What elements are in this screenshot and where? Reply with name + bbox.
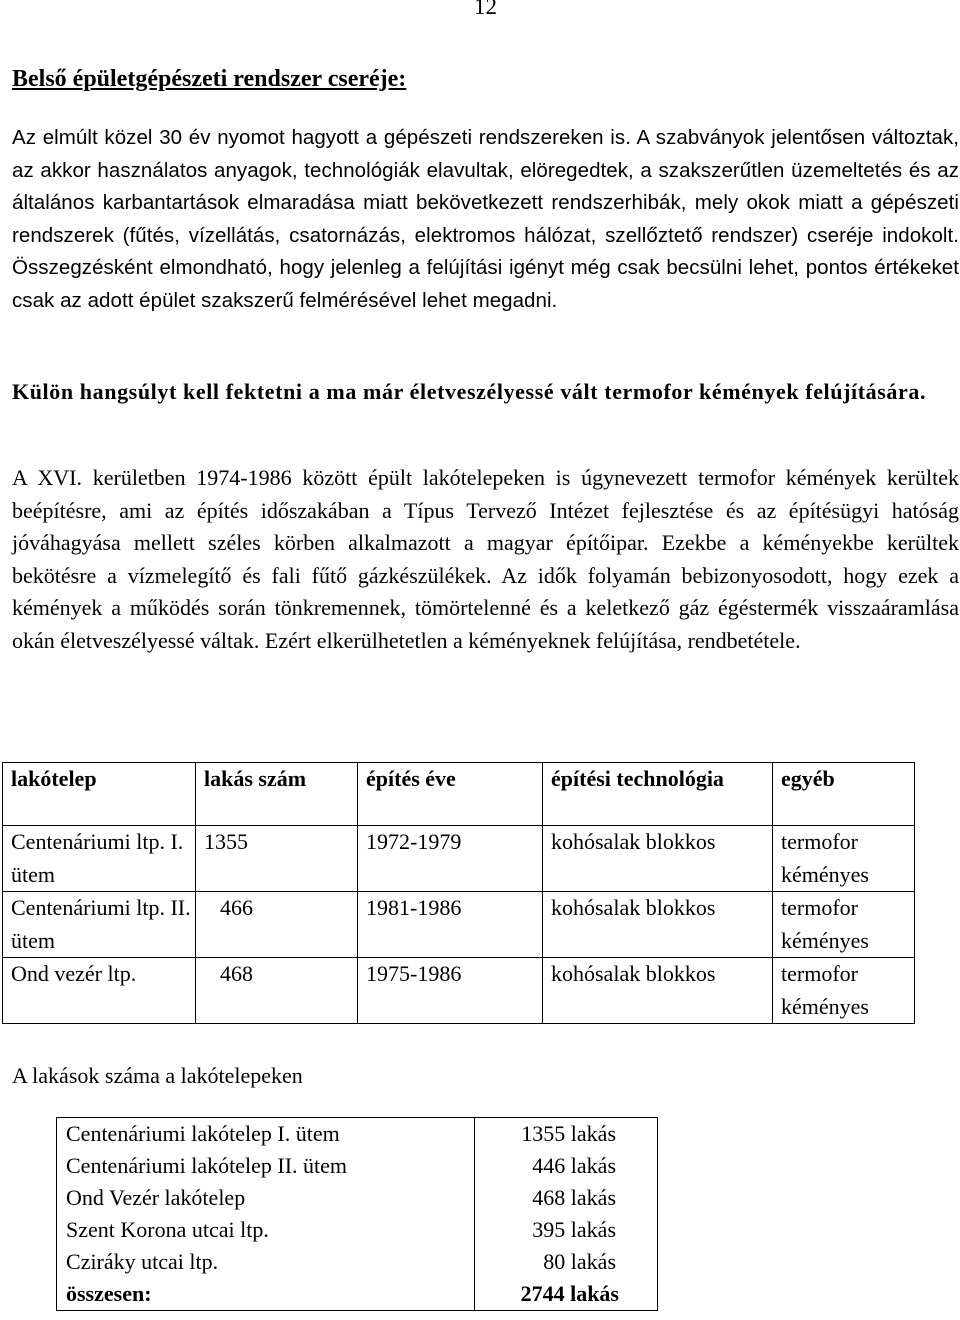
header-cell: lakótelep [3, 763, 196, 826]
housing-estate-technology-table [2, 762, 915, 1024]
table-cell: 1975-1986 [358, 958, 543, 1024]
table-cell: 1981-1986 [358, 892, 543, 958]
table-cell: kohósalak blokkos [543, 826, 773, 892]
table-row [3, 958, 915, 1024]
estate-name: Cziráky utcai ltp. [57, 1246, 475, 1278]
table-cell: termofor kéményes [773, 892, 915, 958]
table-row [57, 1246, 658, 1278]
apartment-count: 446 lakás [475, 1150, 658, 1182]
table-cell: Ond vezér ltp. [3, 958, 196, 1024]
table-row [3, 892, 915, 958]
table-cell: Centenáriumi ltp. II. ütem [3, 892, 196, 958]
table-row [3, 826, 915, 892]
table-caption: A lakások száma a lakótelepeken [12, 1063, 303, 1088]
table-cell: Centenáriumi ltp. I. ütem [3, 826, 196, 892]
table-cell: 1355 [196, 826, 358, 892]
paragraph-mechanical-systems: Az elmúlt közel 30 év nyomot hagyott a gépészeti rendszereken is. A szabványok jelentősen változtak, az akkor használatos anyagok, technológiák elavultak, elöregedtek, a szakszerűtlen üzemeltetés és az általános karbantartások elmaradása miatt bekövetkezett rendszerhibák, mely okok miatt a gépészeti rendszerek (fűtés, vízellátás, csatornázás, elektromos hálózat, szellőztető rendszer) cseréje indokolt. Összegzésként elmondható, hogy jelenleg a felújítási igényt még csak becsülni lehet, pontos értékeket csak az adott épület szakszerű felmérésével lehet megadni. [12, 126, 959, 312]
table-cell: kohósalak blokkos [543, 892, 773, 958]
apartment-count: 395 lakás [475, 1214, 658, 1246]
paragraph-termofor-chimneys: A XVI. kerületben 1974-1986 között épült lakótelepeken is úgynevezett termofor kémények kerültek beépítésre, ami az építés időszakában a Típus Tervező Intézet fejlesztése és az építésügyi hatóság jóváhagyása mellett széles körben alkalmazott a magyar építőipar. Ezekbe a kéményekbe kerültek bekötésre a vízmelegítő és fali fűtő gázkészülékek. Az idők folyamán bebizonyosodott, hogy ezek a kémények a működés során tönkremennek, tömörtelenné és a keletkező gáz égéstermék visszaáramlása okán életveszélyessé váltak. Ezért elkerülhetetlen a kéményeknek felújítása, rendbetétele. [12, 465, 959, 653]
table-row [57, 1118, 658, 1151]
table-row [57, 1150, 658, 1182]
header-cell: építési technológia [543, 763, 773, 826]
total-value: 2744 lakás [475, 1278, 658, 1311]
apartment-count-table [56, 1117, 658, 1311]
page-number: 12 [474, 0, 497, 19]
apartment-count: 80 lakás [475, 1246, 658, 1278]
total-label: összesen: [57, 1278, 475, 1311]
table-cell: kohósalak blokkos [543, 958, 773, 1024]
table-header-row [3, 763, 915, 826]
table-cell: 468 [196, 958, 358, 1024]
apartment-count: 1355 lakás [475, 1118, 658, 1151]
header-cell: lakás szám [196, 763, 358, 826]
total-row [57, 1278, 658, 1311]
estate-name: Ond Vezér lakótelep [57, 1182, 475, 1214]
header-cell: egyéb [773, 763, 915, 826]
table-row [57, 1182, 658, 1214]
paragraph-chimney-emphasis: Külön hangsúlyt kell fektetni a ma már életveszélyessé vált termofor kémények felújítására. [12, 379, 927, 404]
table-cell: 1972-1979 [358, 826, 543, 892]
table-cell: 466 [196, 892, 358, 958]
table-cell: termofor kéményes [773, 826, 915, 892]
estate-name: Szent Korona utcai ltp. [57, 1214, 475, 1246]
section-heading: Belső épületgépészeti rendszer cseréje: [12, 66, 407, 92]
table-row [57, 1214, 658, 1246]
estate-name: Centenáriumi lakótelep I. ütem [57, 1118, 475, 1151]
apartment-count: 468 lakás [475, 1182, 658, 1214]
header-cell: építés éve [358, 763, 543, 826]
estate-name: Centenáriumi lakótelep II. ütem [57, 1150, 475, 1182]
table-cell: termofor kéményes [773, 958, 915, 1024]
